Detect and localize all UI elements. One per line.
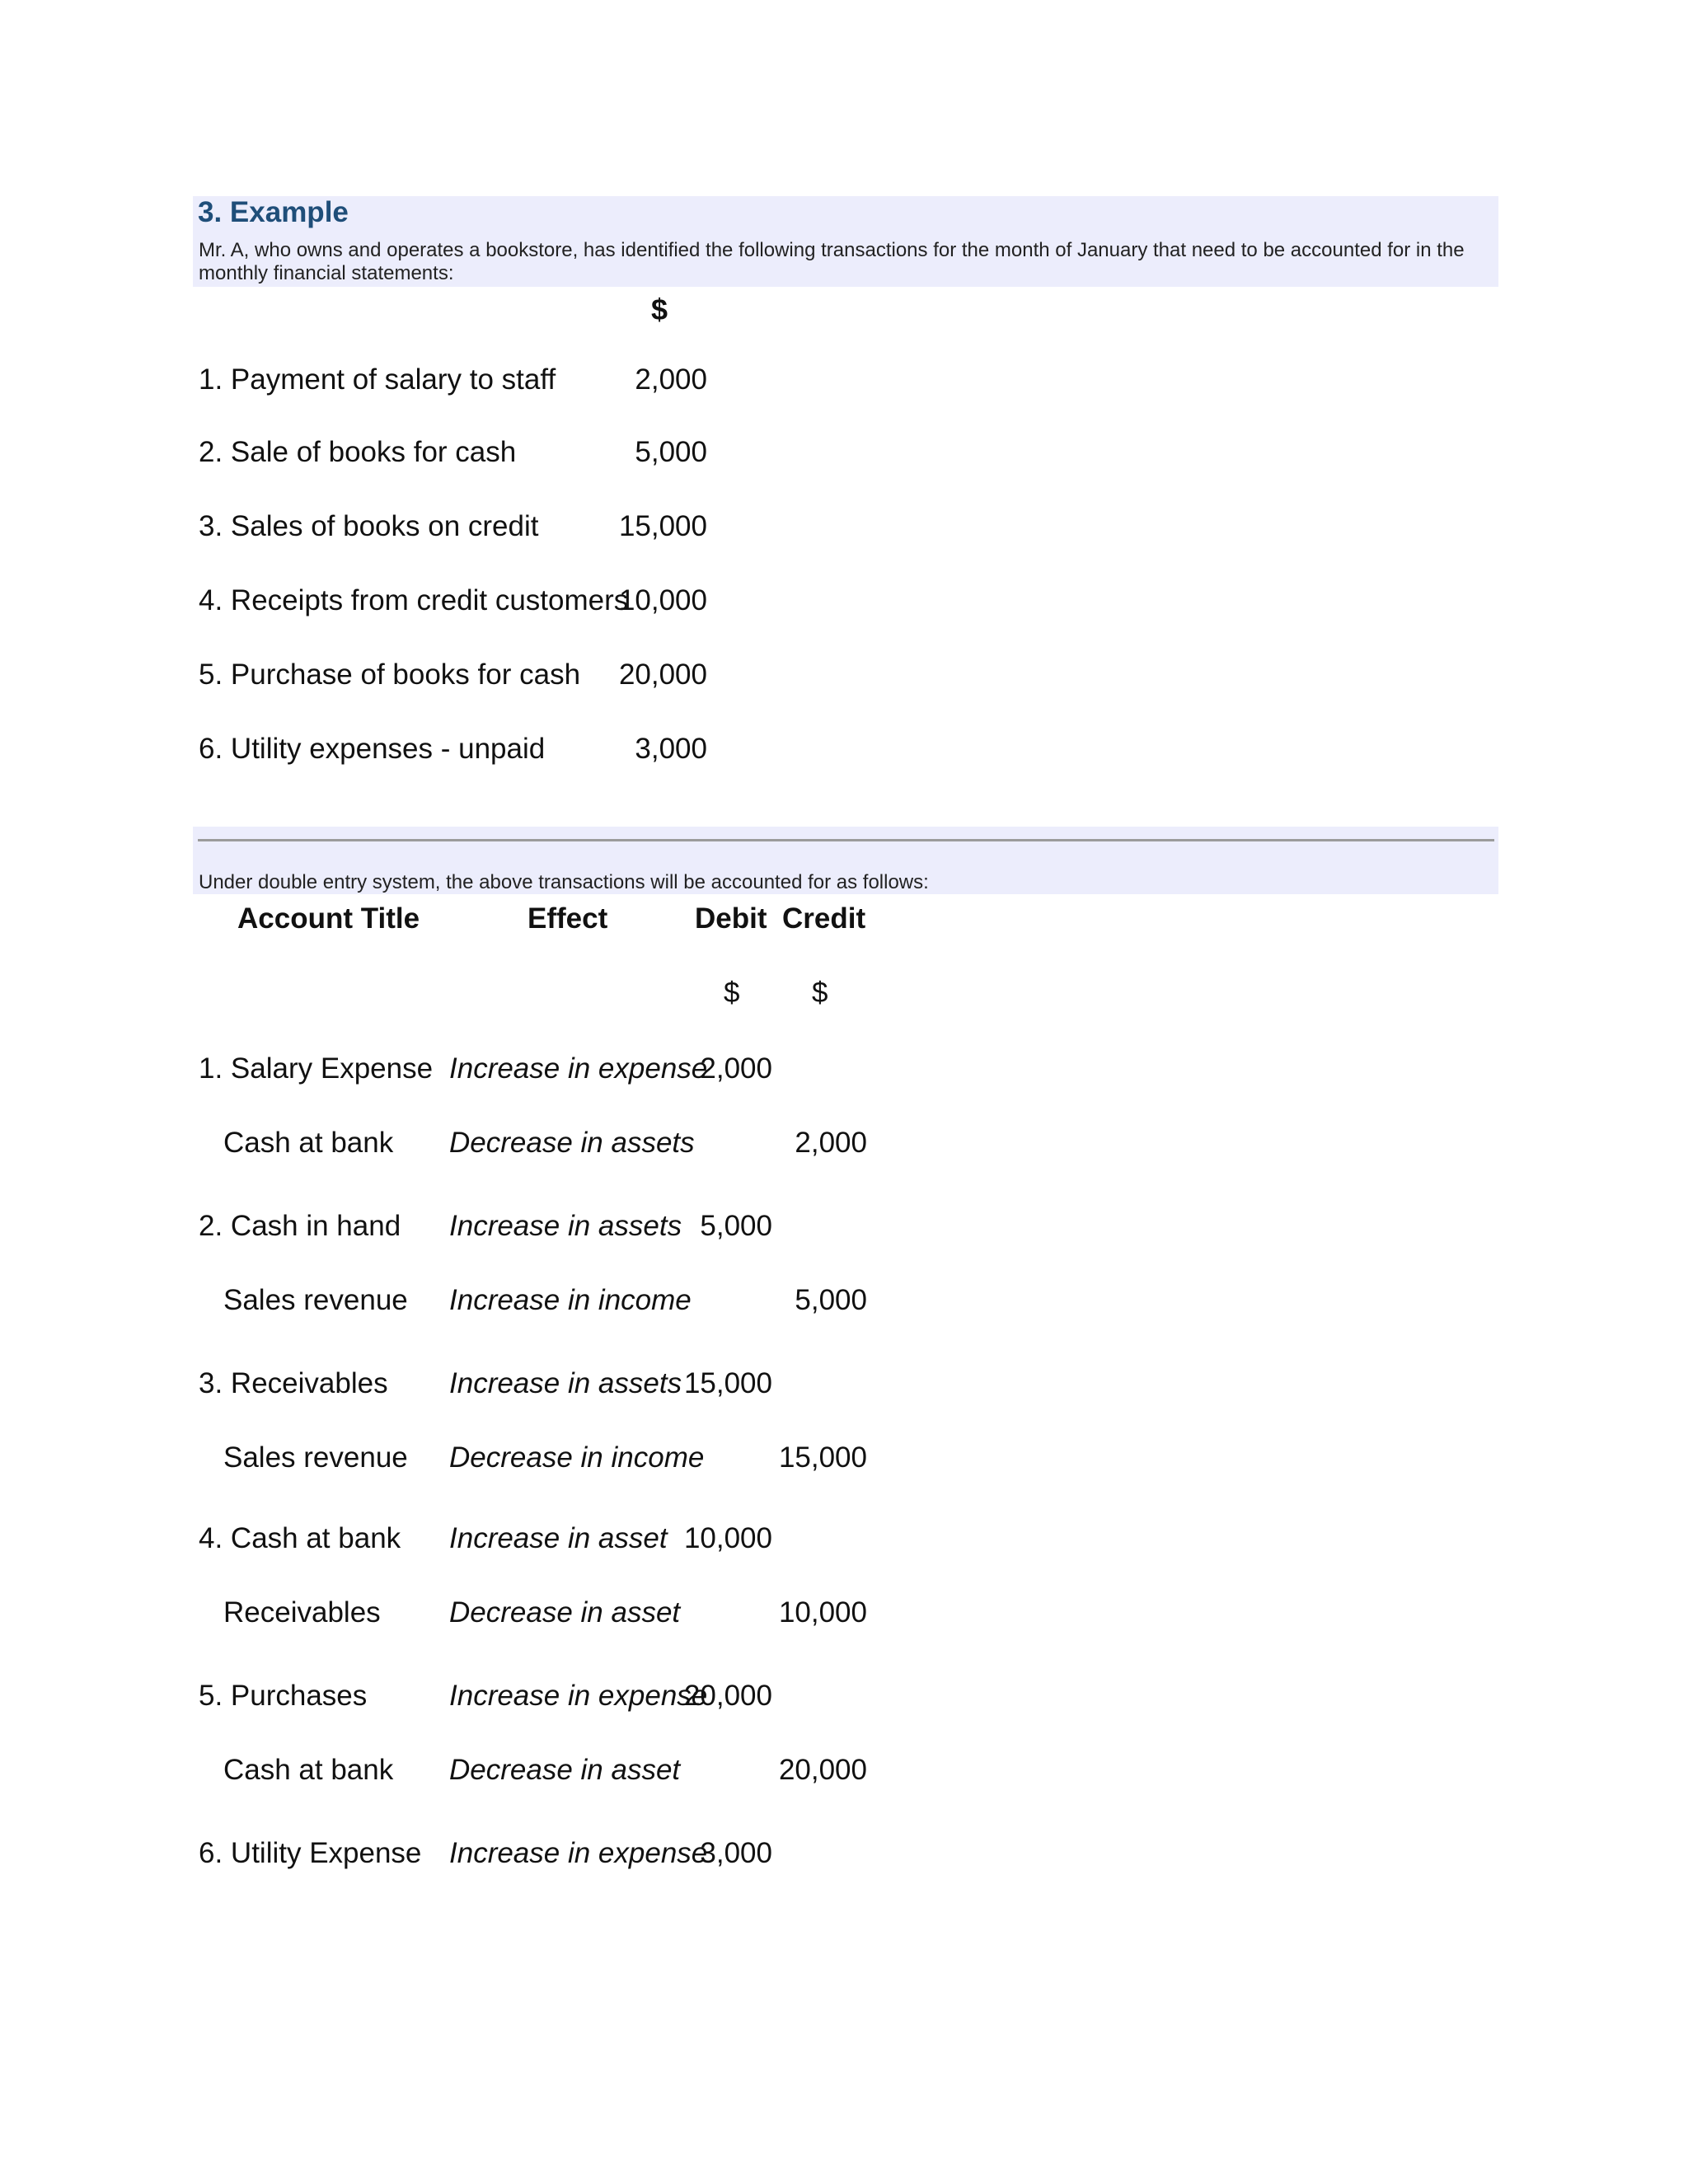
header-debit: Debit [695,902,767,935]
entry-effect: Increase in assets [449,1367,682,1399]
entry-debit: 15,000 [683,1367,772,1399]
entry-account: 6. Utility Expense [199,1837,422,1869]
entry-account: Sales revenue [223,1284,408,1316]
transaction-amount: 20,000 [618,658,707,691]
entry-credit: 2,000 [795,1127,867,1159]
entry-credit: 10,000 [778,1596,867,1629]
entry-account: Cash at bank [223,1754,394,1786]
section-heading: 3. Example [198,196,349,228]
entry-account: Cash at bank [223,1127,394,1159]
entry-account: Sales revenue [223,1441,408,1474]
entry-account: 1. Salary Expense [199,1052,434,1085]
transaction-label: 5. Purchase of books for cash [199,658,581,691]
entry-effect: Increase in expense [449,1680,708,1712]
entry-debit: 2,000 [700,1052,772,1085]
entry-account: 4. Cash at bank [199,1522,401,1554]
transaction-label: 3. Sales of books on credit [199,510,539,542]
entry-effect: Decrease in income [449,1441,705,1474]
header-credit: Credit [782,902,866,935]
currency-header: $ [651,293,668,326]
entry-credit: 5,000 [795,1284,867,1316]
entry-effect: Increase in expense [449,1837,708,1869]
transaction-amount: 10,000 [618,584,707,616]
entry-effect: Decrease in asset [449,1596,681,1629]
entry-debit: 10,000 [683,1522,772,1554]
entry-effect: Increase in expense [449,1052,708,1085]
entry-account: 3. Receivables [199,1367,388,1399]
entry-debit: 3,000 [700,1837,772,1869]
entry-effect: Decrease in assets [449,1127,695,1159]
entry-debit: 20,000 [683,1680,772,1712]
divider [198,839,1494,841]
header-effect: Effect [528,902,608,935]
header-account-title: Account Title [237,902,420,935]
transaction-label: 4. Receipts from credit customers [199,584,629,616]
transaction-amount: 2,000 [635,363,707,396]
entry-account: Receivables [223,1596,381,1629]
entry-account: 5. Purchases [199,1680,368,1712]
transaction-label: 1. Payment of salary to staff [199,363,556,396]
entry-effect: Increase in income [449,1284,692,1316]
entry-effect: Decrease in asset [449,1754,681,1786]
entry-debit: 5,000 [700,1210,772,1242]
transaction-label: 6. Utility expenses - unpaid [199,733,546,765]
entry-effect: Increase in assets [449,1210,682,1242]
credit-currency: $ [812,977,828,1009]
intro-text: Mr. A, who owns and operates a bookstore, has identified the following transactions for the month of January that need to be accounted for in the monthly financial statements: [199,239,1465,284]
double-entry-intro: Under double entry system, the above transactions will be accounted for as follows: [199,871,929,893]
debit-currency: $ [724,977,740,1009]
entry-effect: Increase in asset [449,1522,668,1554]
transaction-amount: 3,000 [635,733,707,765]
transaction-amount: 15,000 [618,510,707,542]
entry-credit: 20,000 [778,1754,867,1786]
transaction-amount: 5,000 [635,436,707,468]
entry-account: 2. Cash in hand [199,1210,401,1242]
entry-credit: 15,000 [778,1441,867,1474]
transaction-label: 2. Sale of books for cash [199,436,517,468]
